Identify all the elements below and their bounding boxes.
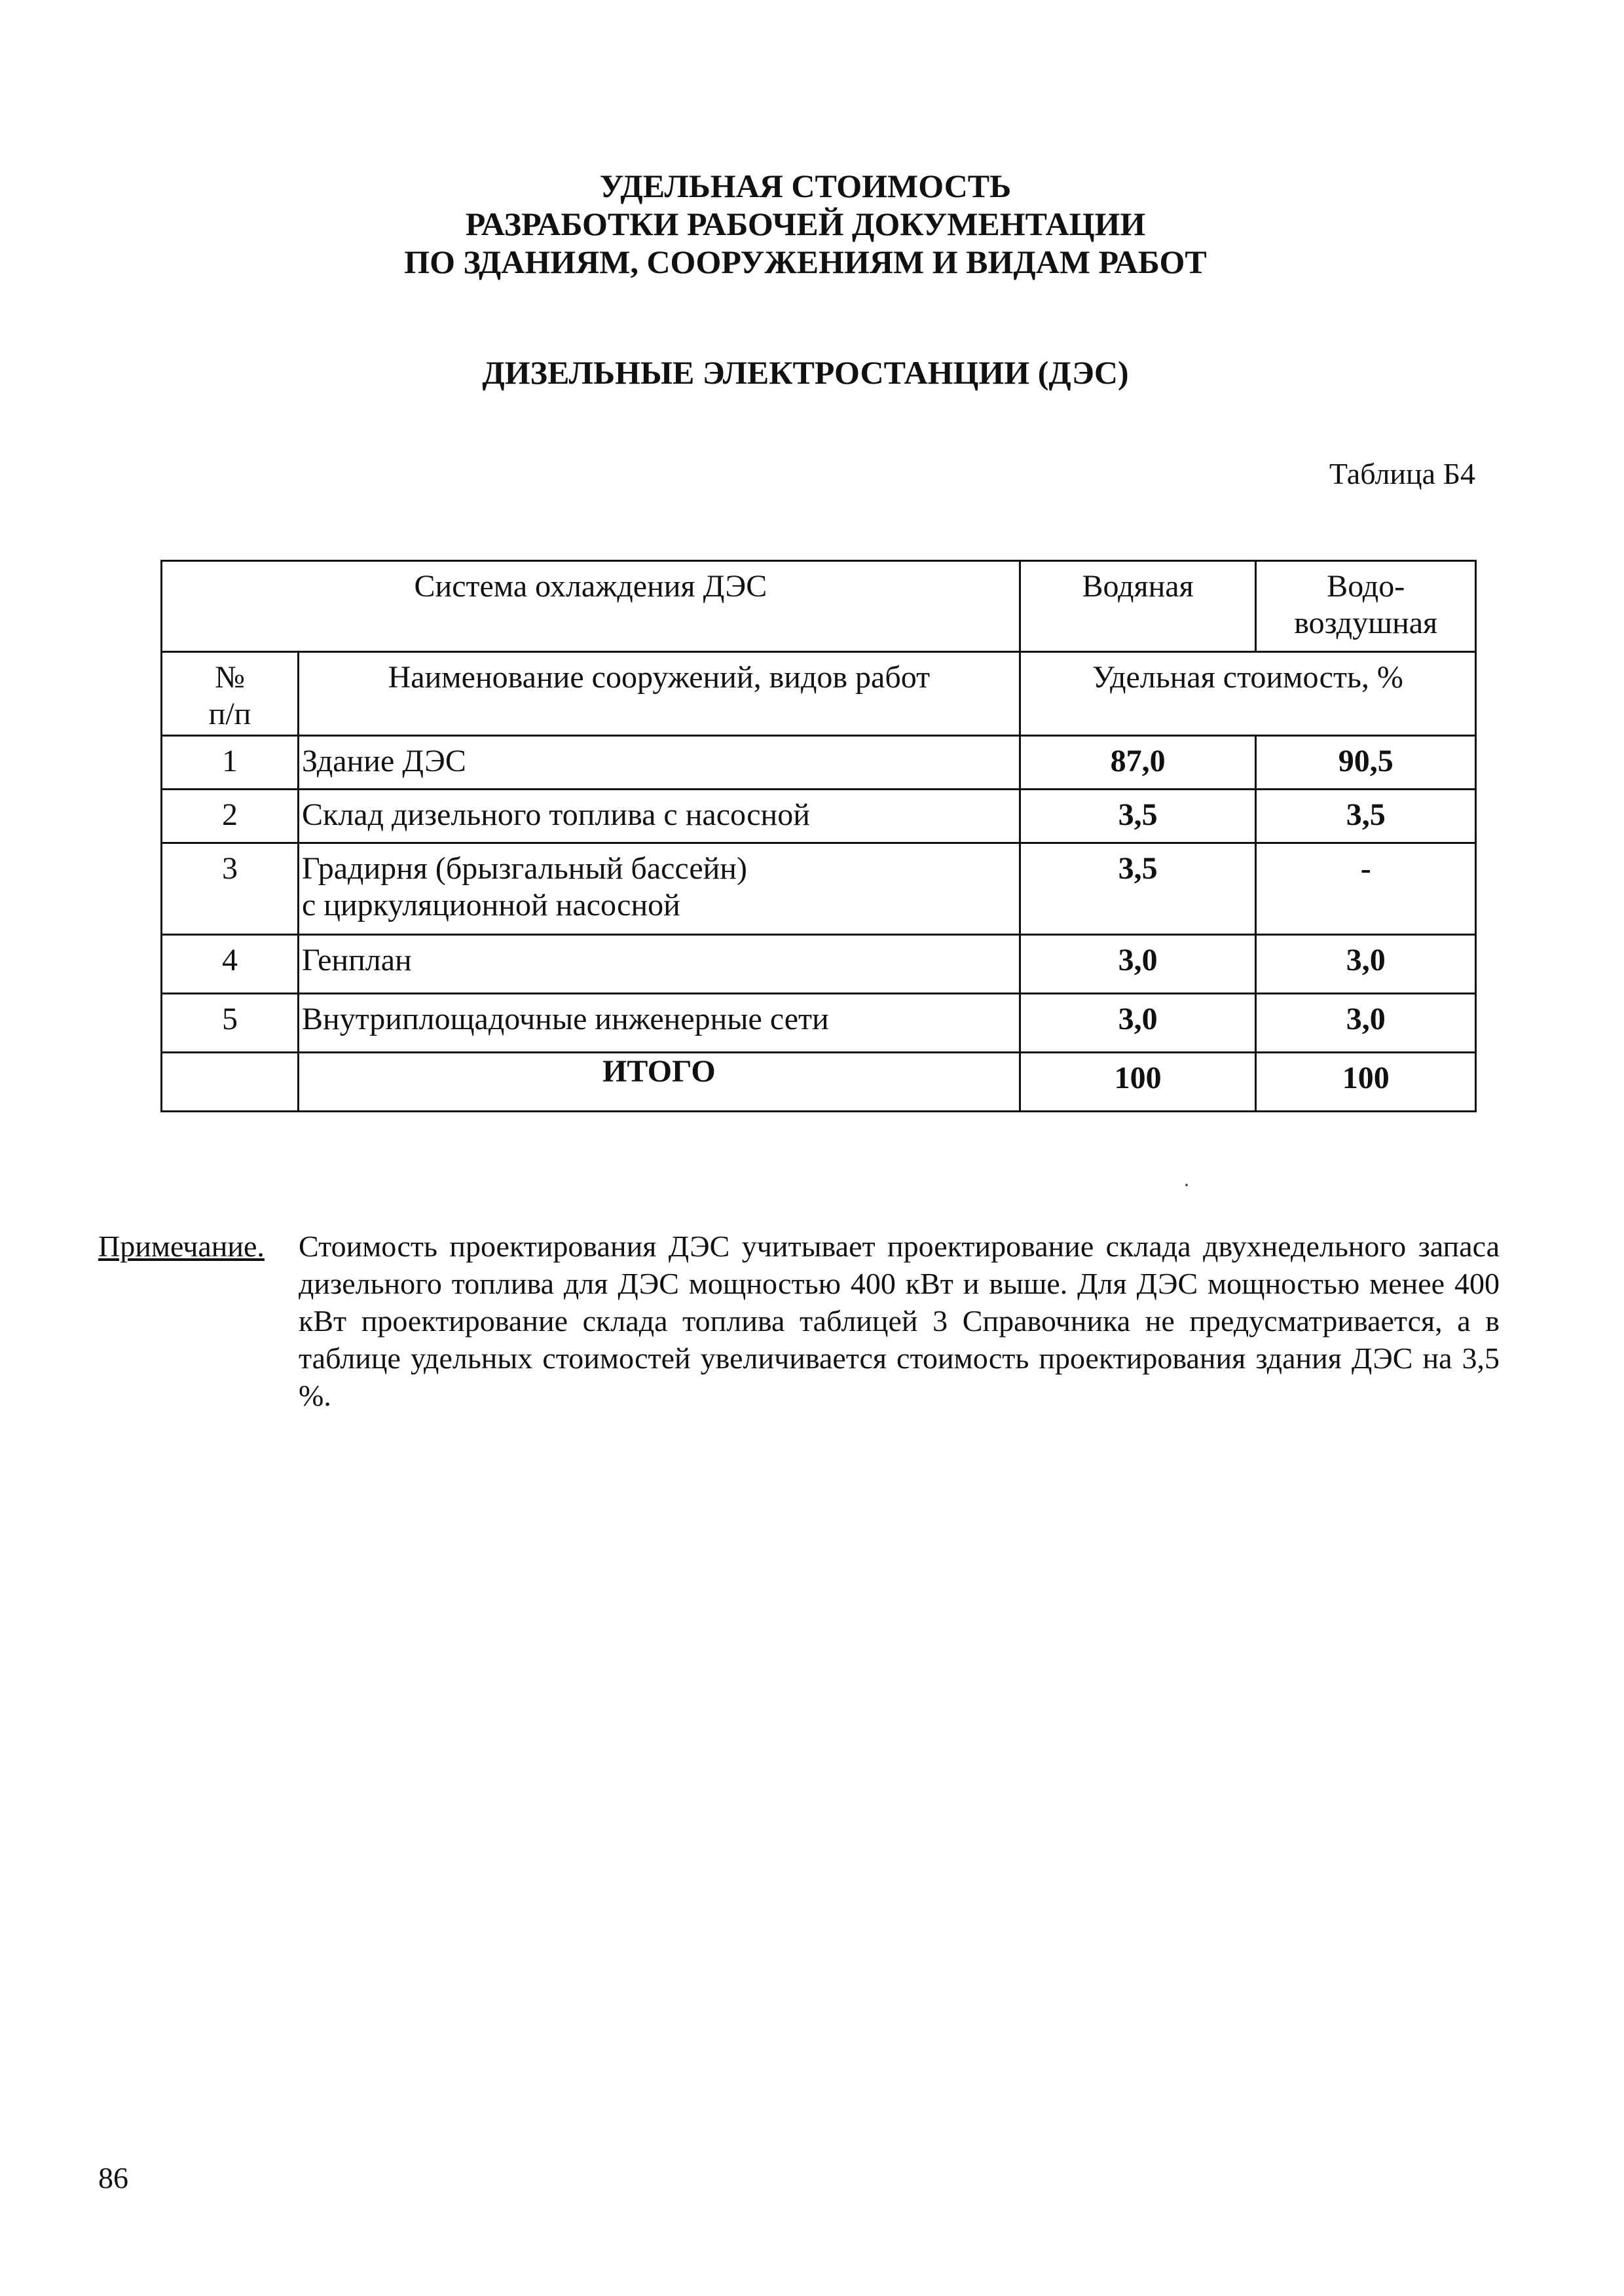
title-line-1: УДЕЛЬНАЯ СТОИМОСТЬ bbox=[599, 168, 1012, 204]
table-total-row bbox=[162, 1053, 1476, 1112]
table-row bbox=[162, 843, 1476, 935]
header-cooling-system: Система охлаждения ДЭС bbox=[162, 561, 1020, 652]
row-value-water-air: 3,5 bbox=[1256, 790, 1476, 843]
note bbox=[98, 1228, 1500, 1414]
table-header-row-2 bbox=[162, 652, 1476, 736]
page-number: 86 bbox=[98, 2161, 128, 2195]
row-name: Внутриплощадочные инженерные сети bbox=[298, 994, 1020, 1053]
note-label: Примечание. bbox=[98, 1230, 265, 1263]
table-header-row-1 bbox=[162, 561, 1476, 652]
document-subtitle: ДИЗЕЛЬНЫЕ ЭЛЕКТРОСТАНЦИИ (ДЭС) bbox=[482, 354, 1129, 391]
note-text: Стоимость проектирования ДЭС учитывает проектирование склада двухнедельного запаса дизельного топлива для ДЭС мощностью 400 кВт и выше. Для ДЭС мощностью менее 400 кВт проектирование склада топлива таблицей 3 Справочника не предусматривается, а в таблице удельных стоимостей увеличивается стоимость проектирования здания ДЭС на 3,5 %. bbox=[299, 1230, 1500, 1412]
row-value-water: 3,0 bbox=[1020, 994, 1256, 1053]
total-value-water: 100 bbox=[1020, 1053, 1256, 1112]
header-water: Водяная bbox=[1020, 561, 1256, 652]
row-value-water-air: 90,5 bbox=[1256, 736, 1476, 790]
row-name bbox=[298, 843, 1020, 935]
row-name-line-1: Градирня (брызгальный бассейн) bbox=[301, 851, 747, 886]
table-row bbox=[162, 790, 1476, 843]
header-water-air bbox=[1256, 561, 1476, 652]
title-line-3: ПО ЗДАНИЯМ, СООРУЖЕНИЯМ И ВИДАМ РАБОТ bbox=[404, 244, 1207, 280]
row-name: Здание ДЭС bbox=[298, 736, 1020, 790]
row-number: 5 bbox=[162, 994, 299, 1053]
row-value-water: 3,5 bbox=[1020, 843, 1256, 935]
scan-speck bbox=[1185, 1184, 1188, 1186]
table-label: Таблица Б4 bbox=[1329, 457, 1475, 490]
table-row bbox=[162, 736, 1476, 790]
row-name: Склад дизельного топлива с насосной bbox=[298, 790, 1020, 843]
row-number: 1 bbox=[162, 736, 299, 790]
row-value-water-air: - bbox=[1256, 843, 1476, 935]
row-number: 4 bbox=[162, 935, 299, 994]
row-value-water-air: 3,0 bbox=[1256, 994, 1476, 1053]
table-row bbox=[162, 994, 1476, 1053]
row-name: Генплан bbox=[298, 935, 1020, 994]
document-title bbox=[0, 167, 1611, 281]
row-value-water: 87,0 bbox=[1020, 736, 1256, 790]
row-number: 2 bbox=[162, 790, 299, 843]
header-number bbox=[162, 652, 299, 736]
total-number-empty bbox=[162, 1053, 299, 1112]
header-number-line-2: п/п bbox=[208, 697, 251, 731]
header-name: Наименование сооружений, видов работ bbox=[298, 652, 1020, 736]
total-label: ИТОГО bbox=[298, 1053, 1020, 1112]
row-value-water: 3,5 bbox=[1020, 790, 1256, 843]
table-row bbox=[162, 935, 1476, 994]
row-number: 3 bbox=[162, 843, 299, 935]
total-value-water-air: 100 bbox=[1256, 1053, 1476, 1112]
row-value-water: 3,0 bbox=[1020, 935, 1256, 994]
cost-table bbox=[160, 560, 1477, 1112]
title-line-2: РАЗРАБОТКИ РАБОЧЕЙ ДОКУМЕНТАЦИИ bbox=[465, 206, 1146, 242]
header-water-air-line-2: воздушная bbox=[1294, 606, 1438, 640]
header-unit-cost: Удельная стоимость, % bbox=[1020, 652, 1475, 736]
header-number-line-1: № bbox=[215, 660, 245, 695]
row-value-water-air: 3,0 bbox=[1256, 935, 1476, 994]
row-name-line-2: с циркуляционной насосной bbox=[301, 888, 680, 922]
header-water-air-line-1: Водо- bbox=[1327, 569, 1405, 604]
